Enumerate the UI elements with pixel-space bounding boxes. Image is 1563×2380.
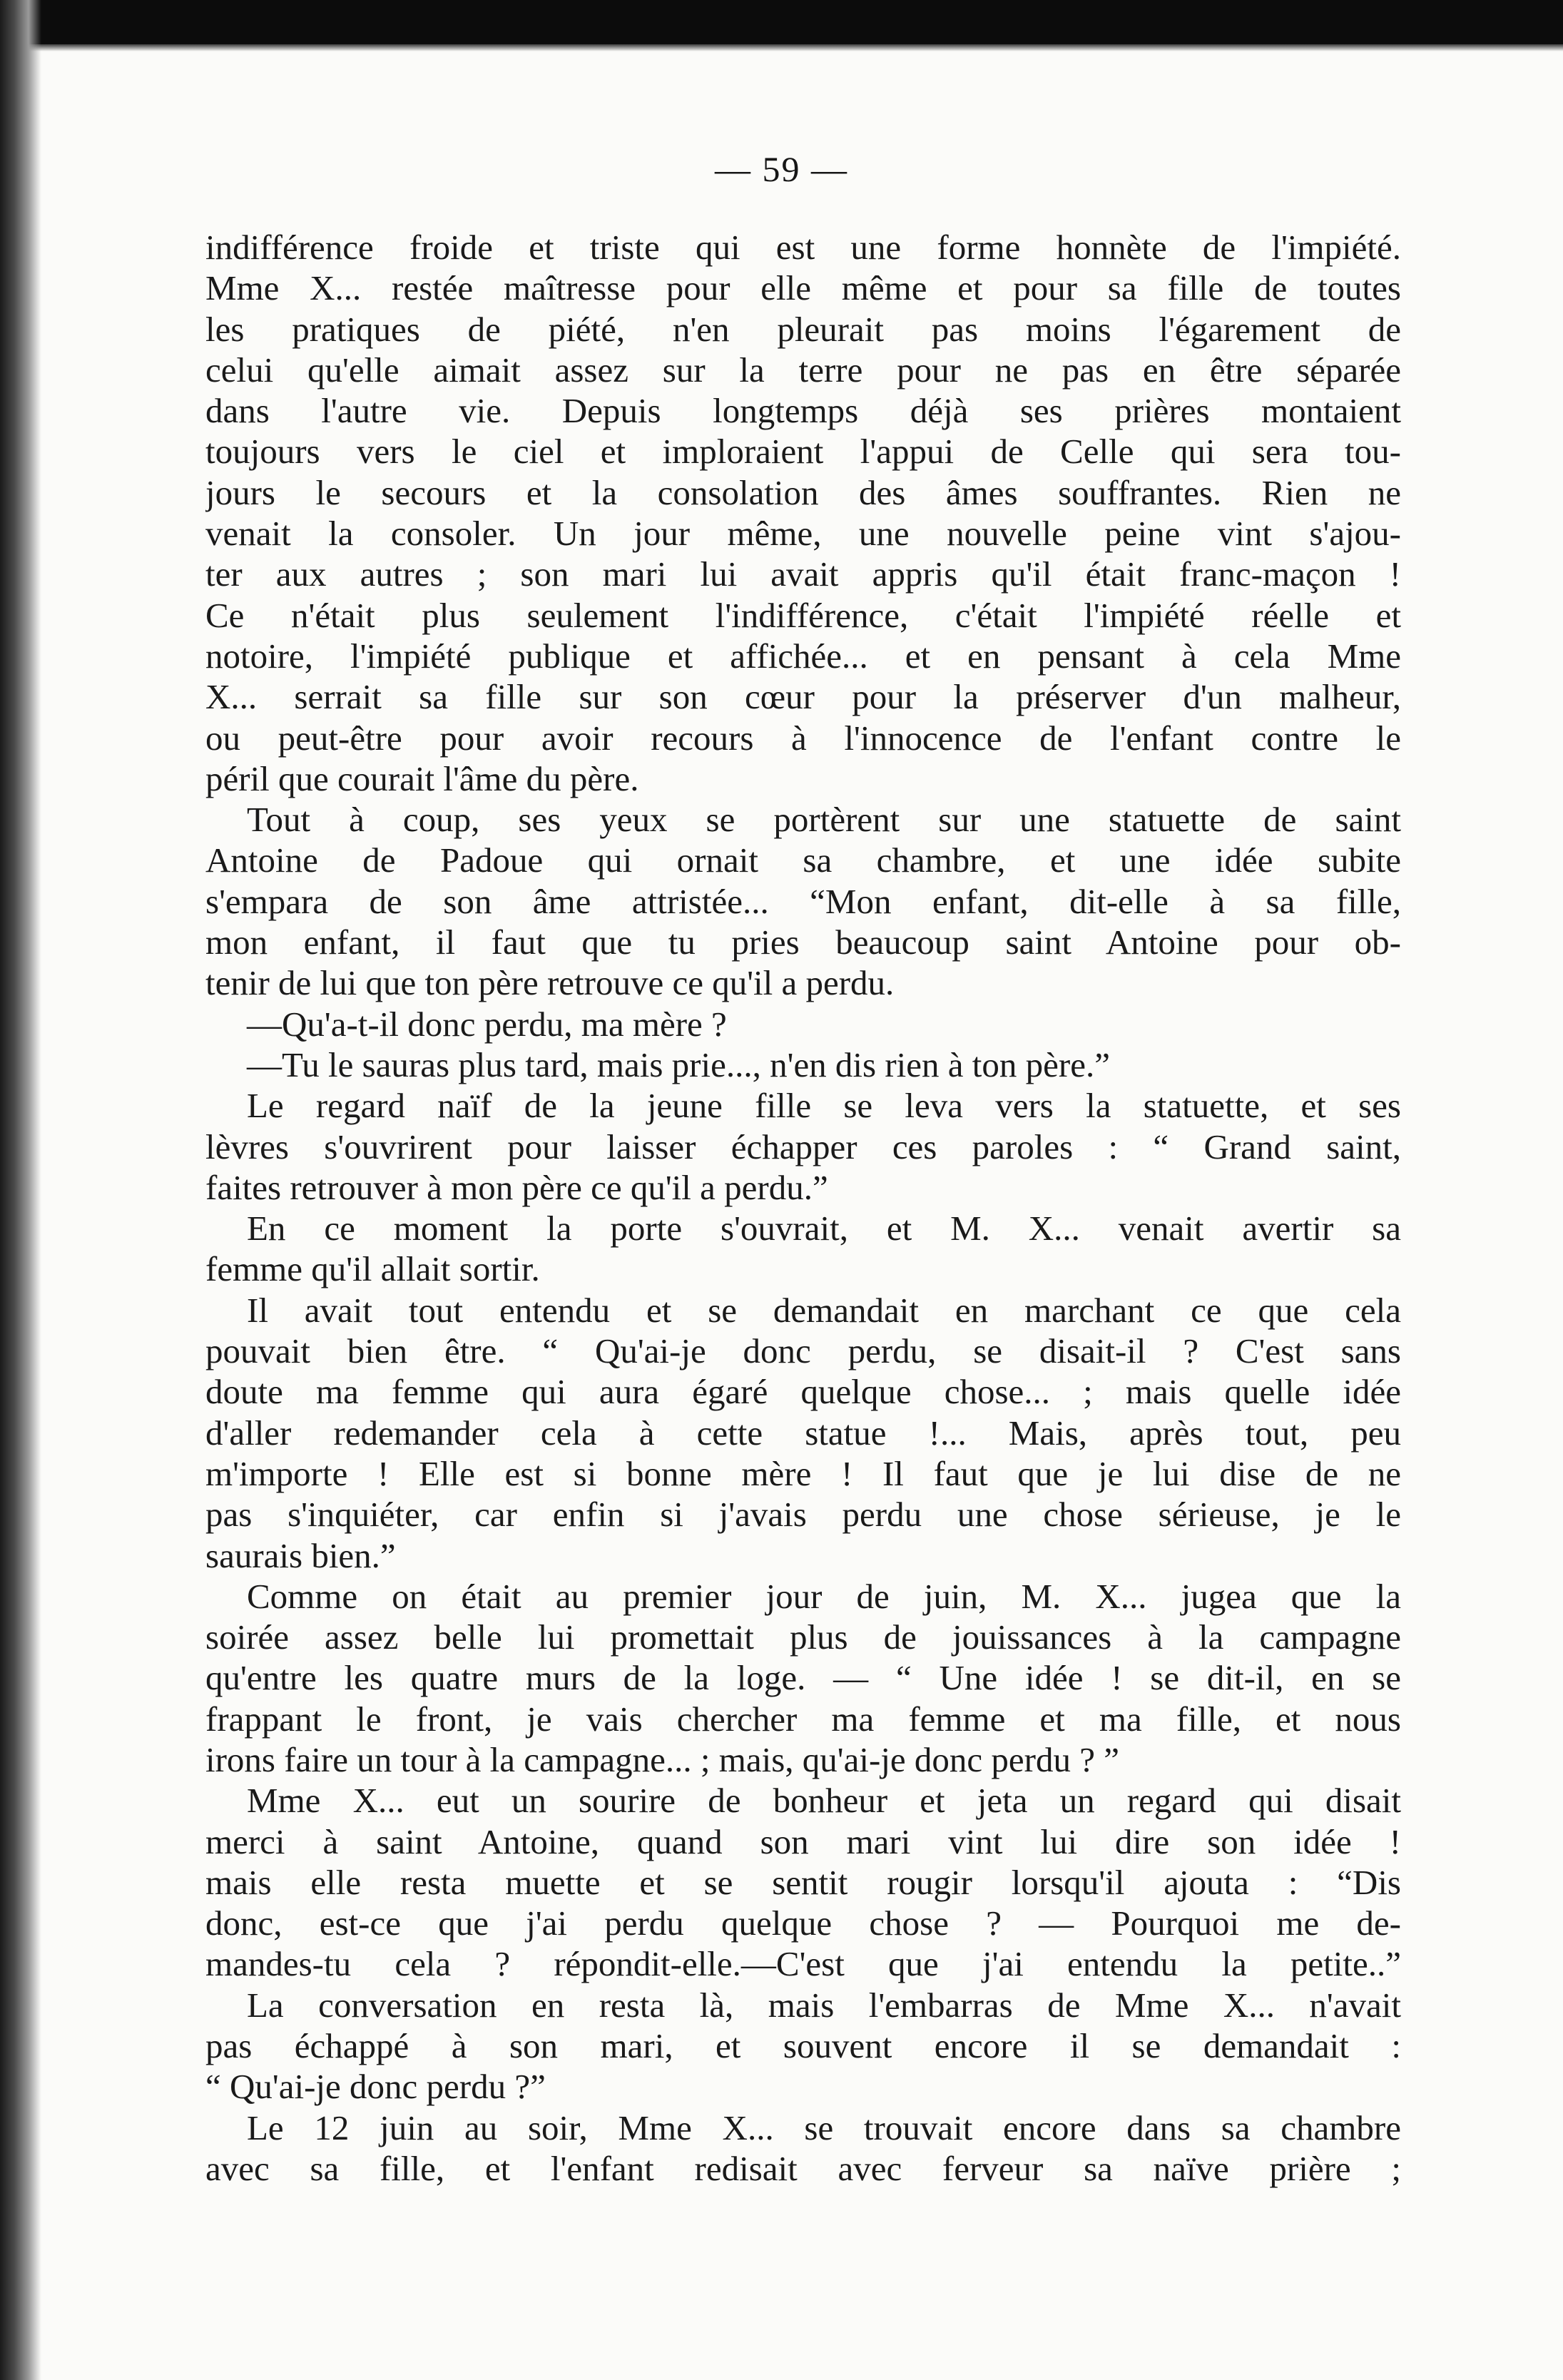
text-line: La conversation en resta là, mais l'embarras de Mme X... n'avait: [247, 1985, 1401, 2025]
scan-top-border: [0, 0, 1563, 44]
text-line: X... serrait sa fille sur son cœur pour la préserver d'un malheur,: [205, 677, 1401, 717]
text-line: s'empara de son âme attristée... “Mon enfant, dit-elle à sa fille,: [205, 881, 1401, 921]
text-line: mandes-tu cela ? répondit-elle.—C'est que j'ai entendu la petite..”: [205, 1944, 1401, 1984]
text-line: ter aux autres ; son mari lui avait appris qu'il était franc-maçon !: [205, 554, 1401, 594]
text-line: ou peut-être pour avoir recours à l'innocence de l'enfant contre le: [205, 718, 1401, 758]
text-line: mais elle resta muette et se sentit rougir lorsqu'il ajouta : “Dis: [205, 1862, 1401, 1902]
text-line: merci à saint Antoine, quand son mari vint lui dire son idée !: [205, 1821, 1401, 1861]
text-line: frappant le front, je vais chercher ma femme et ma fille, et nous: [205, 1699, 1401, 1739]
text-line: saurais bien.”: [205, 1535, 396, 1575]
text-line: dans l'autre vie. Depuis longtemps déjà ses prières montaient: [205, 391, 1401, 431]
text-line: Mme X... restée maîtresse pour elle même et pour sa fille de toutes: [205, 268, 1401, 308]
text-line: faites retrouver à mon père ce qu'il a perdu.”: [205, 1167, 828, 1207]
text-line: Ce n'était plus seulement l'indifférence, c'était l'impiété réelle et: [205, 595, 1401, 635]
text-line: Antoine de Padoue qui ornait sa chambre, et une idée subite: [205, 840, 1401, 880]
text-line: “ Qu'ai-je donc perdu ?”: [205, 2067, 546, 2107]
text-line: lèvres s'ouvrirent pour laisser échapper ces paroles : “ Grand saint,: [205, 1127, 1401, 1166]
text-line: qu'entre les quatre murs de la loge. — “ Une idée ! se dit-il, en se: [205, 1658, 1401, 1698]
text-line: mon enfant, il faut que tu pries beaucoup saint Antoine pour ob-: [205, 922, 1401, 962]
text-line: Mme X... eut un sourire de bonheur et jeta un regard qui disait: [247, 1781, 1401, 1821]
text-line: les pratiques de piété, n'en pleurait pas moins l'égarement de: [205, 309, 1401, 349]
text-line: toujours vers le ciel et imploraient l'appui de Celle qui sera tou-: [205, 432, 1401, 472]
text-line: femme qu'il allait sortir.: [205, 1249, 540, 1289]
text-line: pouvait bien être. “ Qu'ai-je donc perdu, se disait-il ? C'est sans: [205, 1331, 1401, 1371]
text-line: indifférence froide et triste qui est une forme honnète de l'impiété.: [205, 228, 1401, 267]
text-line: irons faire un tour à la campagne... ; mais, qu'ai-je donc perdu ? ”: [205, 1739, 1119, 1779]
text-line: d'aller redemander cela à cette statue !... Mais, après tout, peu: [205, 1413, 1401, 1453]
text-line: pas échappé à son mari, et souvent encore il se demandait :: [205, 2026, 1401, 2066]
text-line: tenir de lui que ton père retrouve ce qu'il a perdu.: [205, 963, 895, 1003]
text-line: Il avait tout entendu et se demandait en marchant ce que cela: [247, 1290, 1401, 1330]
text-line: jours le secours et la consolation des âmes souffrantes. Rien ne: [205, 472, 1401, 512]
text-line: pas s'inquiéter, car enfin si j'avais perdu une chose sérieuse, je le: [205, 1495, 1401, 1535]
text-line: notoire, l'impiété publique et affichée... et en pensant à cela Mme: [205, 636, 1401, 676]
page-number: — 59 —: [715, 149, 848, 189]
text-line: doute ma femme qui aura égaré quelque chose... ; mais quelle idée: [205, 1372, 1401, 1412]
text-line: avec sa fille, et l'enfant redisait avec ferveur sa naïve prière ;: [205, 2148, 1401, 2188]
text-line: donc, est-ce que j'ai perdu quelque chose ? — Pourquoi me de-: [205, 1903, 1401, 1943]
scan-left-edge: [0, 0, 41, 2380]
text-line: Tout à coup, ses yeux se portèrent sur une statuette de saint: [247, 800, 1401, 840]
text-line: En ce moment la porte s'ouvrait, et M. X... venait avertir sa: [247, 1209, 1401, 1249]
text-line: Le 12 juin au soir, Mme X... se trouvait encore dans sa chambre: [247, 2107, 1401, 2147]
text-line: Le regard naïf de la jeune fille se leva vers la statuette, et ses: [247, 1086, 1401, 1126]
text-line: soirée assez belle lui promettait plus de jouissances à la campagne: [205, 1617, 1401, 1657]
text-line: —Tu le sauras plus tard, mais prie..., n'en dis rien à ton père.”: [247, 1044, 1110, 1084]
text-line: m'importe ! Elle est si bonne mère ! Il faut que je lui dise de ne: [205, 1453, 1401, 1493]
text-line: celui qu'elle aimait assez sur la terre pour ne pas en être séparée: [205, 350, 1401, 390]
text-line: —Qu'a-t-il donc perdu, ma mère ?: [247, 1004, 727, 1044]
text-line: venait la consoler. Un jour même, une nouvelle peine vint s'ajou-: [205, 514, 1401, 554]
text-line: péril que courait l'âme du père.: [205, 758, 639, 798]
text-line: Comme on était au premier jour de juin, M. X... jugea que la: [247, 1576, 1401, 1616]
body-text: [205, 227, 1401, 2189]
